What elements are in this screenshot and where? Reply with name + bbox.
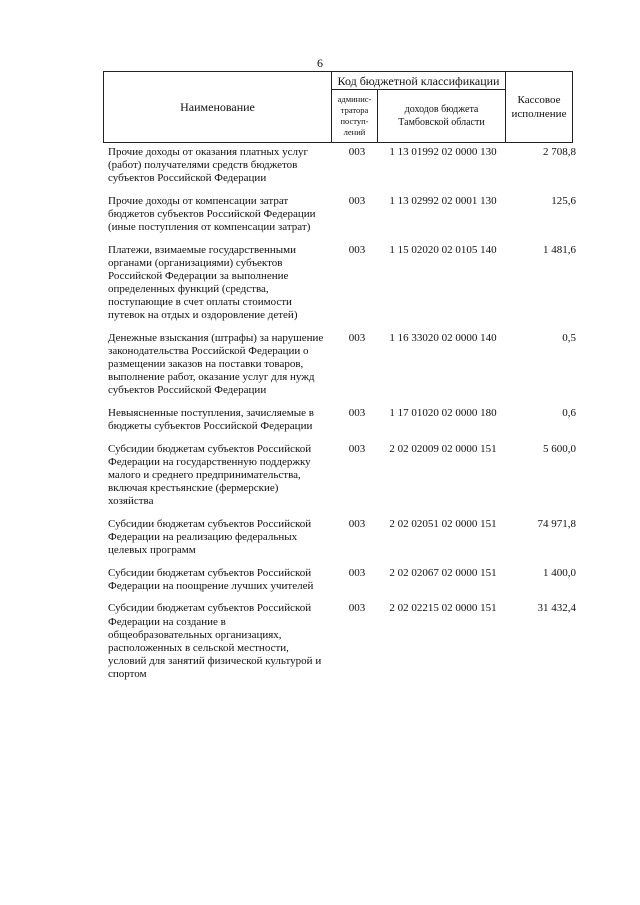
header-income-code xyxy=(378,90,506,143)
table-row xyxy=(103,602,576,681)
row-amount: 2 708,8 xyxy=(543,146,576,158)
row-income-code: 1 17 01020 02 0000 180 xyxy=(389,406,497,419)
row-name: Платежи, взимаемые государственными органами (организациями) субъектов Российской Федерации за выполнение определенных функций (средства, поступающие в счет оплаты стоимости путевок на отдых и оздоровление детей) xyxy=(108,243,298,322)
page-number: 6 xyxy=(317,56,323,70)
table-row xyxy=(103,146,576,185)
table-row xyxy=(103,243,576,323)
table-row xyxy=(103,566,576,593)
row-name: Субсидии бюджетам субъектов Российской Федерации на реализацию федеральных целевых программ xyxy=(108,517,312,556)
header-name: Наименование xyxy=(104,72,332,143)
table-row xyxy=(103,331,576,397)
row-income-code: 2 02 02067 02 0000 151 xyxy=(389,566,497,579)
row-admin-code: 003 xyxy=(348,442,366,455)
table-header xyxy=(103,71,573,143)
row-admin-code: 003 xyxy=(348,243,366,256)
row-admin-code: 003 xyxy=(348,194,366,207)
row-income-code: 2 02 02051 02 0000 151 xyxy=(389,517,497,530)
row-amount: 0,5 xyxy=(562,331,576,344)
row-income-code: 2 02 02009 02 0000 151 xyxy=(389,442,497,455)
row-name: Прочие доходы от компенсации затрат бюджетов субъектов Российской Федерации (иные поступления от компенсации затрат) xyxy=(108,194,316,234)
table-body xyxy=(103,146,576,691)
row-amount: 1 400,0 xyxy=(543,566,576,579)
row-admin-code: 003 xyxy=(348,602,366,615)
table-row xyxy=(103,194,576,234)
row-admin-code: 003 xyxy=(348,331,366,344)
row-admin-code: 003 xyxy=(348,566,366,579)
row-income-code: 1 13 01992 02 0000 130 xyxy=(389,146,497,158)
row-name: Субсидии бюджетам субъектов Российской Федерации на поощрение лучших учителей xyxy=(108,566,314,592)
row-name: Субсидии бюджетам субъектов Российской Федерации на государственную поддержку малого и среднего предпринимательства, включая крестьянские (фермерские) хозяйства xyxy=(108,442,312,508)
header-administrator xyxy=(332,90,378,143)
header-admin-line: лений xyxy=(343,127,366,137)
header-admin-line: тратора xyxy=(340,105,369,115)
header-classification: Код бюджетной классификации xyxy=(332,72,506,90)
row-name: Невыясненные поступления, зачисляемые в бюджеты субъектов Российской Федерации xyxy=(108,406,314,433)
row-income-code: 1 16 33020 02 0000 140 xyxy=(389,331,497,344)
row-amount: 1 481,6 xyxy=(543,243,576,256)
row-name: Прочие доходы от оказания платных услуг (работ) получателями средств бюджетов субъектов Российской Федерации xyxy=(108,146,309,185)
header-cash-execution xyxy=(506,72,573,143)
table-row xyxy=(103,406,576,433)
row-admin-code: 003 xyxy=(348,406,366,419)
header-income-line: доходов бюджета xyxy=(404,104,479,115)
header-income-line: Тамбовской области xyxy=(398,117,485,128)
row-amount: 0,6 xyxy=(562,406,576,419)
row-name: Субсидии бюджетам субъектов Российской Федерации на создание в общеобразовательных организациях, расположенных в сельской местности, условий для занятий физической культурой и спортом xyxy=(108,602,322,680)
table-row xyxy=(103,442,576,508)
row-income-code: 1 13 02992 02 0001 130 xyxy=(389,194,497,207)
header-admin-line: админис- xyxy=(337,94,372,104)
header-admin-line: поступ- xyxy=(340,116,369,126)
row-name: Денежные взыскания (штрафы) за нарушение законодательства Российской Федерации о размещении заказов на поставки товаров, выполнение работ, оказание услуг для нужд субъектов Российской Федерации xyxy=(108,331,324,397)
row-amount: 125,6 xyxy=(551,194,576,207)
header-cash-line: исполнение xyxy=(511,108,567,120)
header-cash-line: Кассовое xyxy=(517,94,561,106)
row-admin-code: 003 xyxy=(348,517,366,530)
row-amount: 31 432,4 xyxy=(537,602,576,615)
row-amount: 74 971,8 xyxy=(537,517,576,530)
row-income-code: 2 02 02215 02 0000 151 xyxy=(389,602,497,615)
row-income-code: 1 15 02020 02 0105 140 xyxy=(389,243,497,256)
table-row xyxy=(103,517,576,557)
row-admin-code: 003 xyxy=(348,146,366,158)
row-amount: 5 600,0 xyxy=(543,442,576,455)
